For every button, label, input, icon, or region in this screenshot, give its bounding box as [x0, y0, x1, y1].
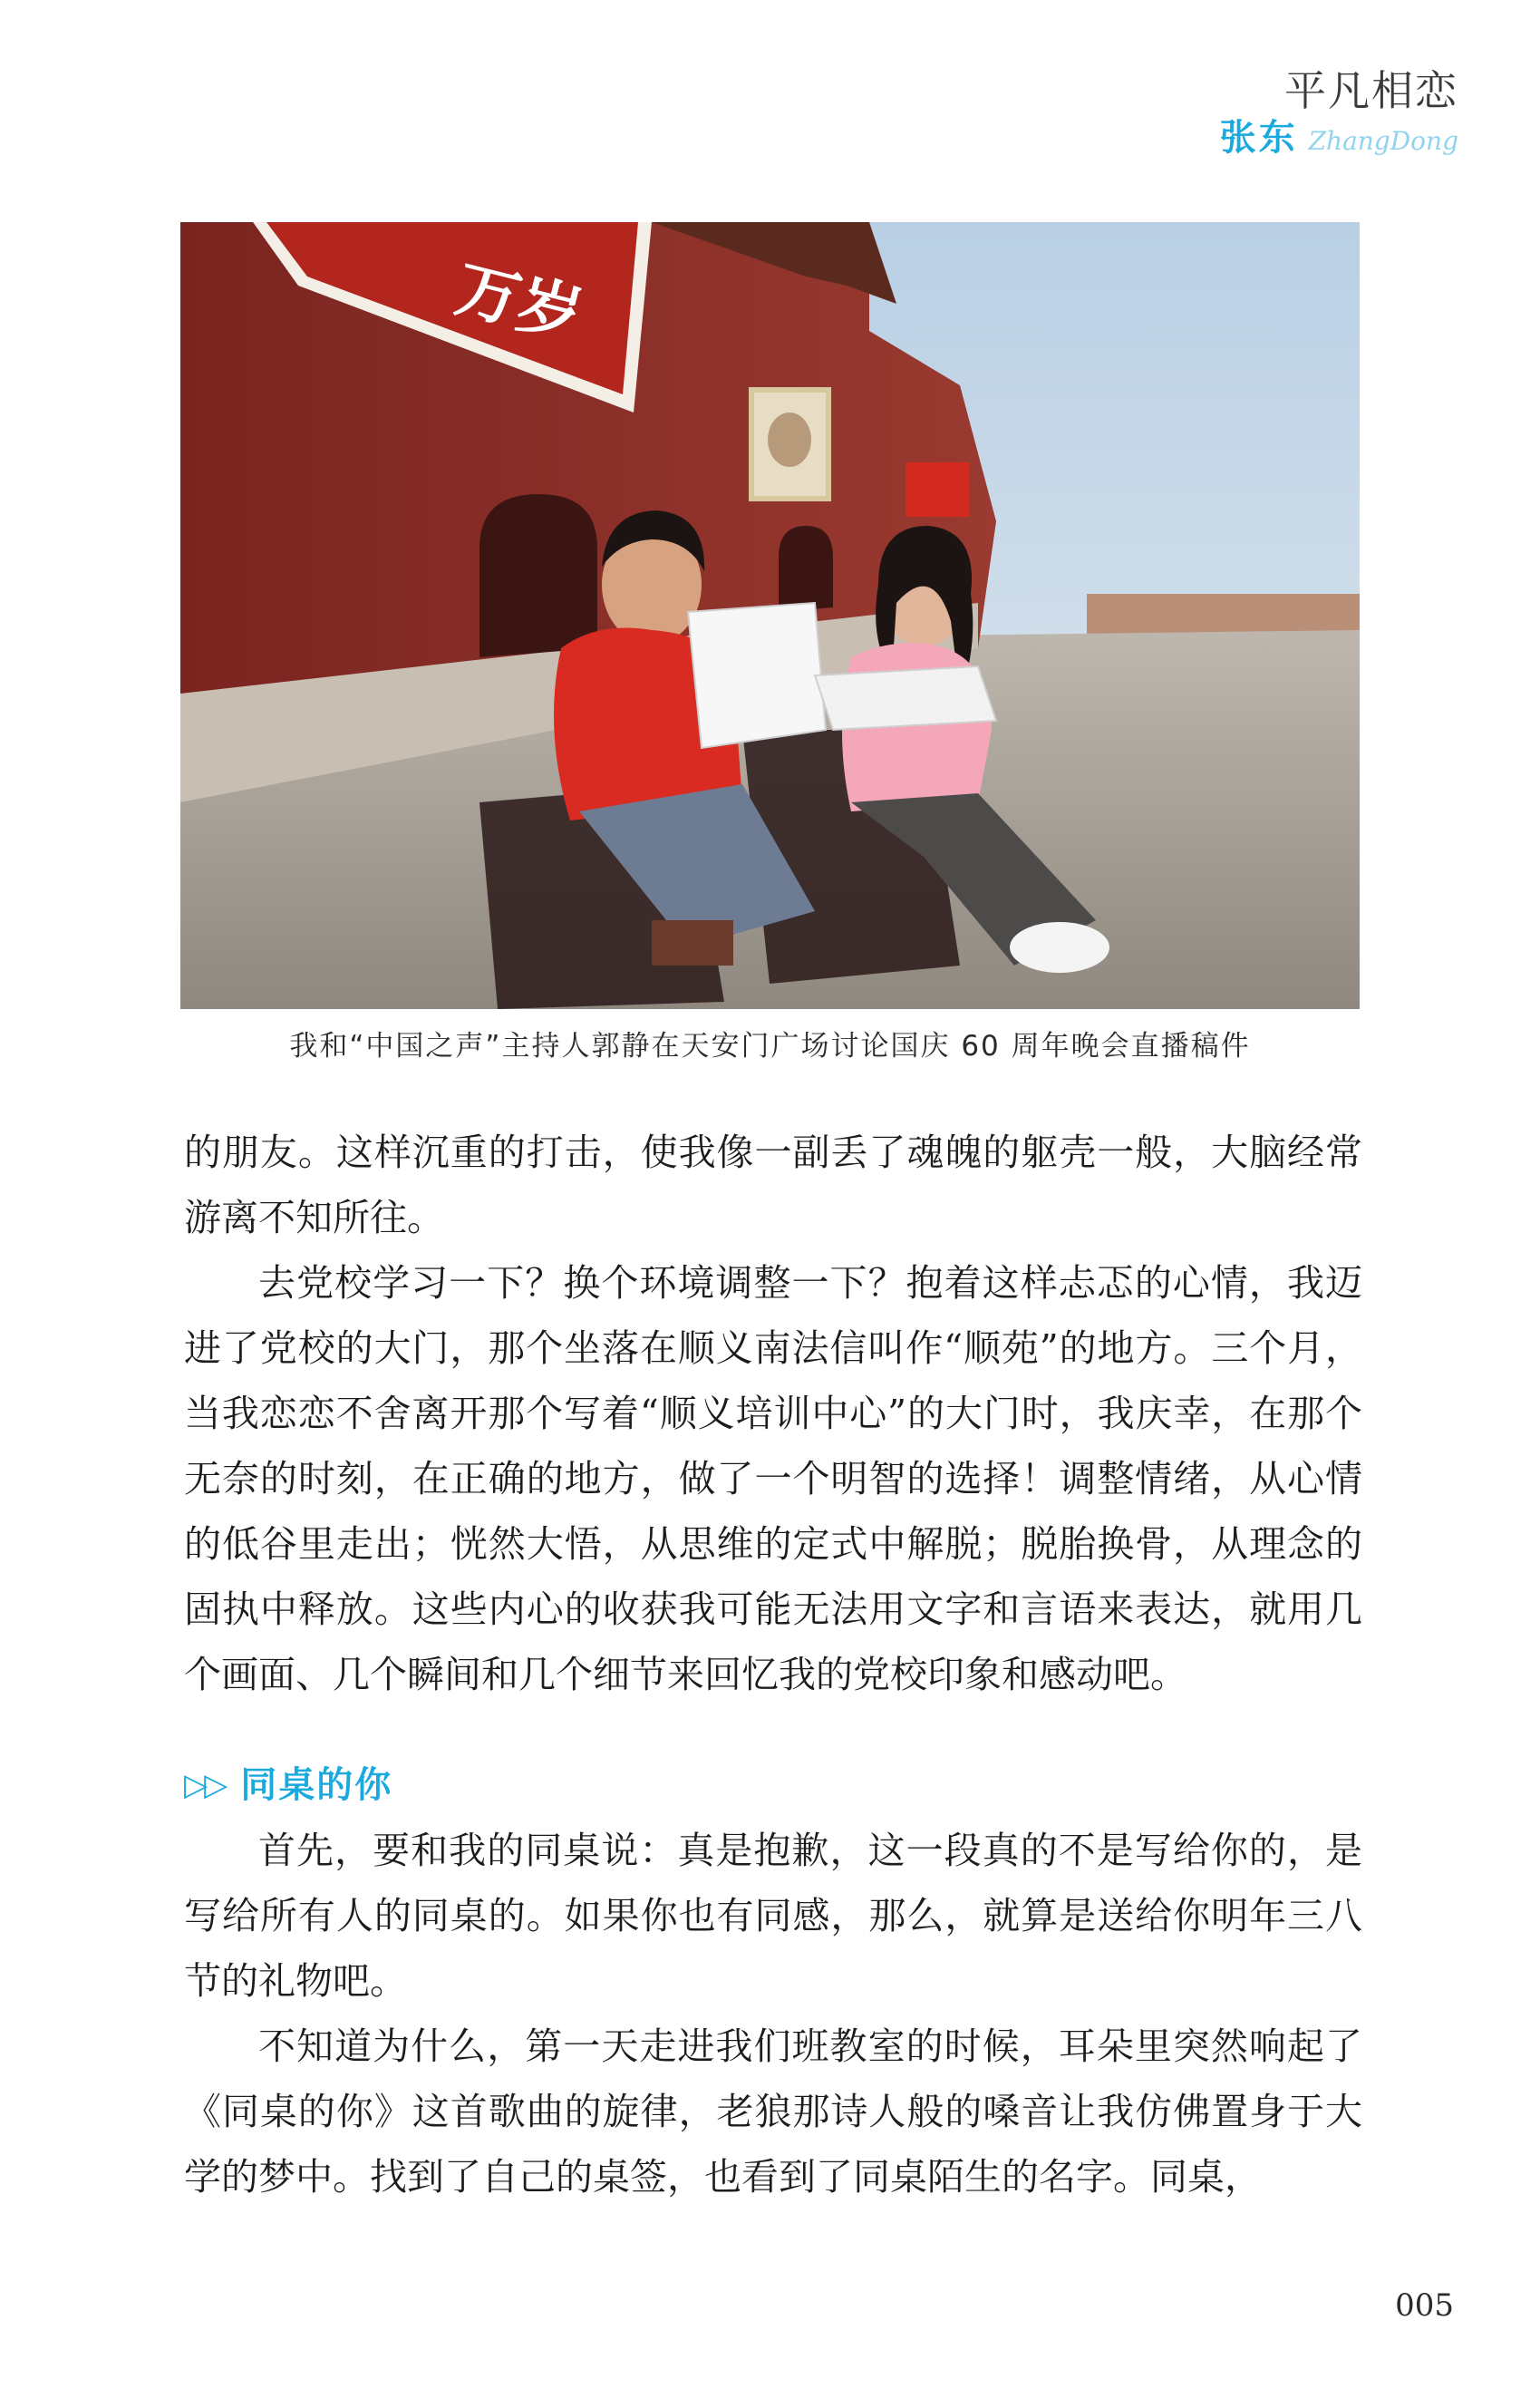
- arch-right: [779, 526, 833, 612]
- photo-tiananmen-discussion: [180, 222, 1360, 1009]
- script-paper-right: [815, 666, 996, 730]
- page-number: 005: [1395, 2287, 1454, 2324]
- running-header: [1220, 65, 1458, 165]
- script-paper-left: [688, 603, 826, 748]
- arch-left: [479, 494, 597, 657]
- banner-text: 万岁: [448, 250, 590, 354]
- red-flags: [906, 462, 969, 517]
- paragraph: 不知道为什么，第一天走进我们班教室的时候，耳朵里突然响起了《同桌的你》这首歌曲的旋律，老狼那诗人般的嗓音让我仿佛置身于大学的梦中。找到了自己的桌签，也看到了同桌陌生的名字。同桌，: [184, 2024, 1362, 2199]
- paragraph: 首先，要和我的同桌说：真是抱歉，这一段真的不是写给你的，是写给所有人的同桌的。如果你也有同感，那么，就算是送给你明年三八节的礼物吧。: [184, 1829, 1362, 2003]
- paragraph: 去党校学习一下？换个环境调整一下？抱着这样忐忑的心情，我迈进了党校的大门，那个坐落在顺义南法信叫作“顺苑”的地方。三个月，当我恋恋不舍离开那个写着“顺义培训中心”的大门时，我庆幸，在那个无奈的时刻，在正确的地方，做了一个明智的选择！调整情绪，从心情的低谷里走出；恍然大悟，从思维的定式中解脱；脱胎换骨，从理念的固执中释放。这些内心的收获我可能无法用文字和言语来表达，就用几个画面、几个瞬间和几个细节来回忆我的党校印象和感动吧。: [184, 1261, 1362, 1696]
- book-title: 平凡相恋: [1284, 66, 1458, 115]
- author-name-chinese: 张东: [1219, 117, 1298, 159]
- author-line: [1220, 118, 1458, 165]
- woman-shoe: [1010, 922, 1109, 973]
- double-triangle-icon: ▷▷: [184, 1767, 225, 1803]
- section-heading: [184, 1752, 1362, 1818]
- author-name-pinyin: ZhangDong: [1308, 126, 1458, 156]
- distant-buildings: [1087, 594, 1360, 635]
- paragraph: 的朋友。这样沉重的打击，使我像一副丢了魂魄的躯壳一般，大脑经常游离不知所往。: [184, 1131, 1362, 1239]
- photo-caption: 我和“中国之声”主持人郭静在天安门广场讨论国庆 60 周年晚会直播稿件: [289, 1030, 1251, 1063]
- man-shoe: [652, 920, 733, 966]
- body-text: [184, 1120, 1362, 2209]
- portrait-face: [768, 413, 811, 467]
- photo-illustration: [180, 222, 1360, 1009]
- section-title: 同桌的你: [240, 1764, 393, 1806]
